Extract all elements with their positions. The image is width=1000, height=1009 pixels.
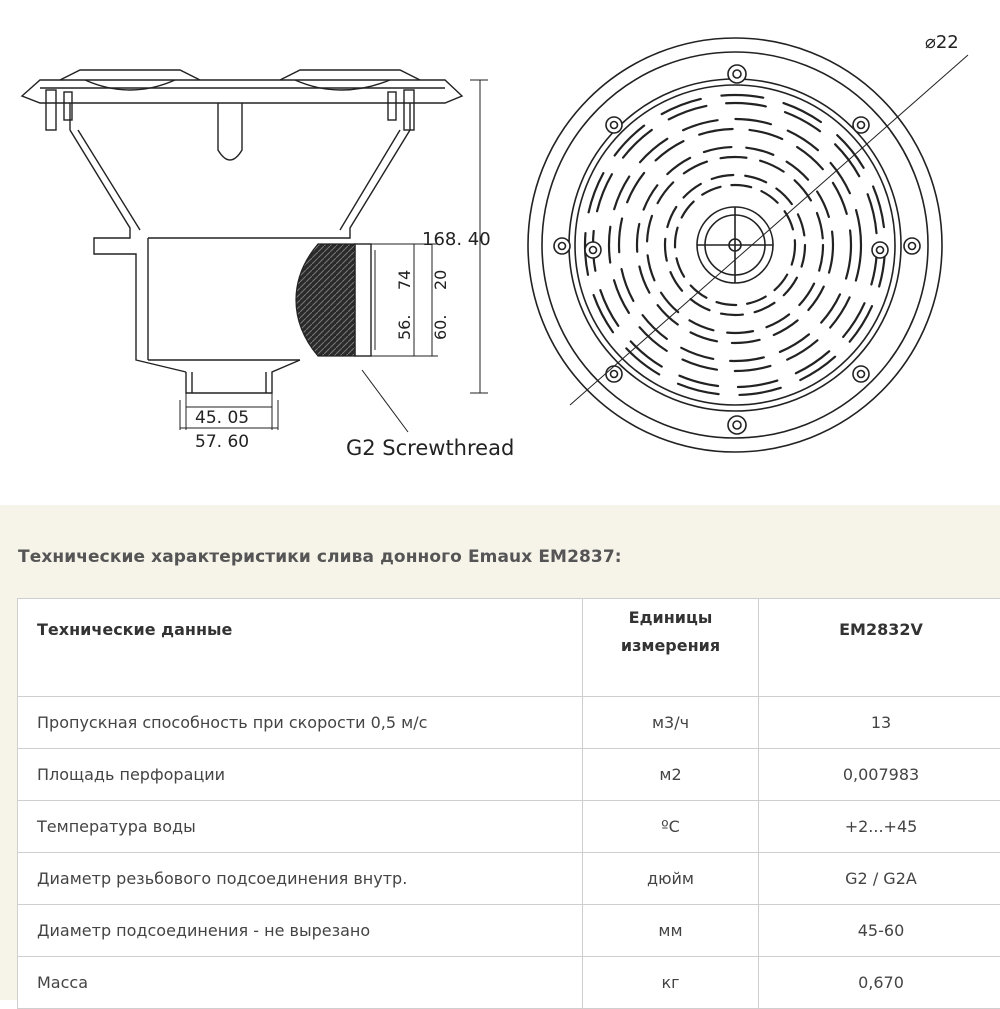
row-value: G2 / G2A [759,853,1000,905]
row-param: Диаметр подсоединения - не вырезано [18,905,583,957]
dim-thread-20: 20 [431,270,450,290]
row-unit: кг [583,957,759,1009]
header-model: EM2832V [759,599,1000,697]
table-row [18,749,1000,801]
row-unit: мм [583,905,759,957]
screwthread-hatch [296,244,355,356]
dim-thread-56: 56. [395,315,414,340]
table-row [18,853,1000,905]
header-unit-line1: Единицы [629,608,713,627]
dim-width-45: 45. 05 [195,408,249,428]
row-value: +2...+45 [759,801,1000,853]
table-row [18,801,1000,853]
dim-thread-60: 60. [431,315,450,340]
table-row [18,957,1000,1009]
dim-diameter: ⌀22 [925,32,959,53]
dim-thread-74: 74 [395,270,414,290]
header-param: Технические данные [18,599,583,697]
table-row [18,905,1000,957]
spec-table [17,598,1000,1009]
spec-section [0,505,1000,1000]
header-unit-line2: измерения [621,636,720,655]
spec-title: Технические характеристики слива донного Emaux EM2837: [18,547,622,567]
row-unit: ºC [583,801,759,853]
side-section-view [22,70,462,393]
row-param: Площадь перфорации [18,749,583,801]
row-unit: дюйм [583,853,759,905]
dim-height: 168. 40 [422,229,491,250]
row-param: Температура воды [18,801,583,853]
row-value: 0,007983 [759,749,1000,801]
table-row [18,697,1000,749]
row-value: 13 [759,697,1000,749]
row-value: 0,670 [759,957,1000,1009]
row-value: 45-60 [759,905,1000,957]
header-unit [583,599,759,697]
row-param: Масса [18,957,583,1009]
table-header-row [18,599,1000,697]
row-param: Диаметр резьбового подсоединения внутр. [18,853,583,905]
row-unit: м3/ч [583,697,759,749]
row-param: Пропускная способность при скорости 0,5 м/с [18,697,583,749]
thread-label: G2 Screwthread [346,436,514,460]
row-unit: м2 [583,749,759,801]
dim-width-57: 57. 60 [195,432,249,452]
diameter-leader [570,55,968,405]
